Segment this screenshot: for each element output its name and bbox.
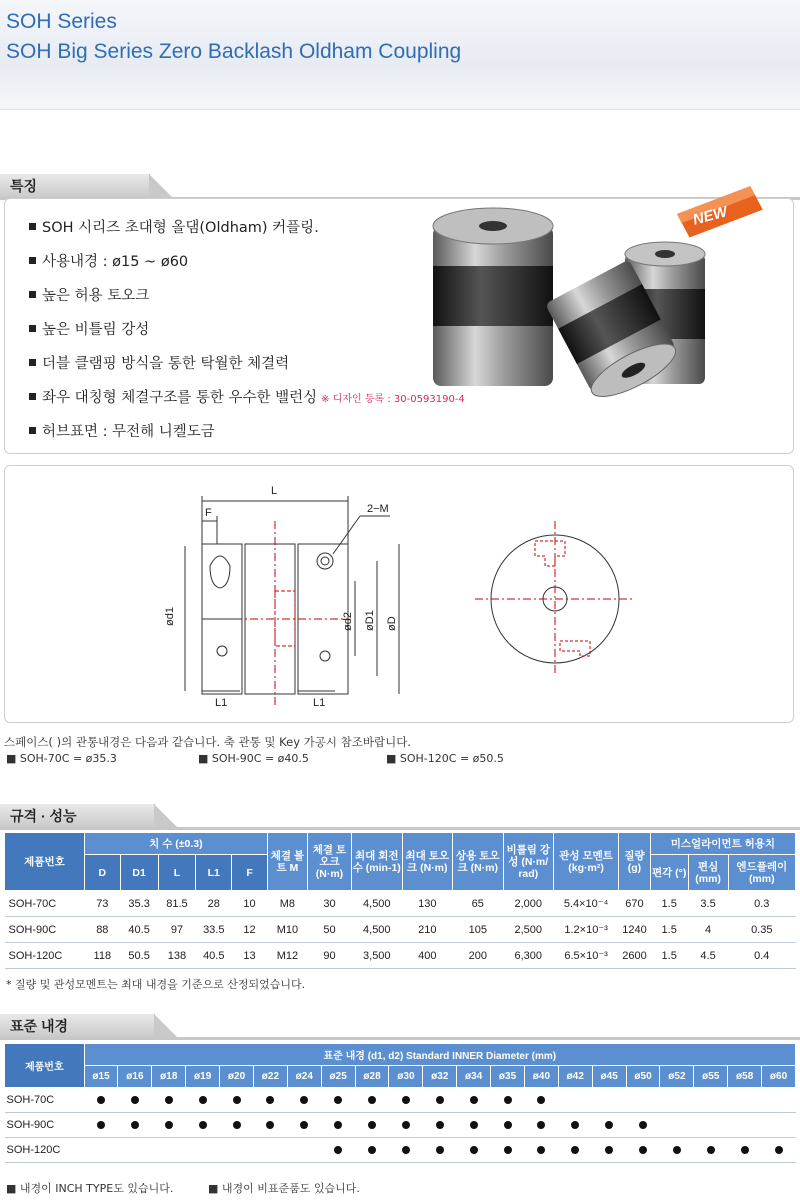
spec-cell: 1.5 [650, 917, 688, 943]
available-dot-icon [436, 1121, 444, 1129]
feature-item: 좌우 대칭형 체결구조를 통한 우수한 밸런싱 ※ 디자인 등록 : 30-0593190-4 [29, 387, 465, 421]
std-cell [355, 1088, 389, 1113]
bullet-icon [29, 359, 36, 366]
feature-item: 높은 허용 토오크 [29, 285, 465, 319]
spec-cell: 1240 [619, 917, 651, 943]
spec-cell: M12 [267, 943, 307, 969]
std-cell [355, 1138, 389, 1163]
std-cell [389, 1088, 423, 1113]
label-L1-left: L1 [215, 697, 228, 709]
col-mass: 질량 (g) [619, 833, 651, 891]
std-col-diameter: ø60 [762, 1066, 796, 1088]
std-cell [491, 1138, 525, 1163]
std-cell [220, 1138, 254, 1163]
series-title: SOH Series [6, 10, 117, 33]
col-F: F [232, 855, 268, 891]
spec-model-cell: SOH-90C [5, 917, 85, 943]
available-dot-icon [165, 1121, 173, 1129]
available-dot-icon [707, 1146, 715, 1154]
available-dot-icon [402, 1146, 410, 1154]
std-cell [321, 1113, 355, 1138]
spec-divider [0, 827, 800, 830]
col-L: L [158, 855, 196, 891]
available-dot-icon [537, 1121, 545, 1129]
label-2M: 2−M [367, 503, 389, 515]
standard-bore-tab: 표준 내경 [0, 1014, 155, 1038]
std-cell [694, 1113, 728, 1138]
spec-cell: 12 [232, 917, 268, 943]
std-cell [423, 1088, 457, 1113]
available-dot-icon [639, 1121, 647, 1129]
bullet-icon [29, 427, 36, 434]
label-L1-right: L1 [313, 697, 326, 709]
std-col-diameter: ø15 [84, 1066, 118, 1088]
std-cell [592, 1138, 626, 1163]
available-dot-icon [334, 1096, 342, 1104]
spec-cell: 138 [158, 943, 196, 969]
col-max-torque: 최대 토오크 (N·m) [402, 833, 452, 891]
col-dims: 치 수 (±0.3) [84, 833, 267, 855]
std-cell [253, 1138, 287, 1163]
std-cell [694, 1138, 728, 1163]
std-cell [118, 1088, 152, 1113]
available-dot-icon [97, 1096, 105, 1104]
col-model: 제품번호 [5, 833, 85, 891]
available-dot-icon [97, 1121, 105, 1129]
std-cell [558, 1088, 592, 1113]
available-dot-icon [504, 1146, 512, 1154]
std-cell [457, 1088, 491, 1113]
std-cell [660, 1138, 694, 1163]
available-dot-icon [300, 1121, 308, 1129]
available-dot-icon [470, 1096, 478, 1104]
spec-cell: 40.5 [196, 943, 232, 969]
available-dot-icon [402, 1121, 410, 1129]
std-cell [253, 1113, 287, 1138]
spec-cell: 1.5 [650, 891, 688, 917]
std-col-diameter: ø19 [186, 1066, 220, 1088]
std-cell [558, 1113, 592, 1138]
std-col-diameter: ø52 [660, 1066, 694, 1088]
std-col-diameter: ø16 [118, 1066, 152, 1088]
available-dot-icon [368, 1096, 376, 1104]
available-dot-icon [334, 1146, 342, 1154]
label-d1: ød1 [164, 607, 176, 626]
std-col-diameter: ø35 [491, 1066, 525, 1088]
spec-cell: 50 [307, 917, 351, 943]
available-dot-icon [165, 1096, 173, 1104]
spec-cell: 13 [232, 943, 268, 969]
spec-cell: 81.5 [158, 891, 196, 917]
spec-cell: 28 [196, 891, 232, 917]
std-cell [152, 1088, 186, 1113]
spec-cell: 0.35 [728, 917, 795, 943]
std-col-diameter: ø24 [287, 1066, 321, 1088]
std-cell [118, 1138, 152, 1163]
space-bore-90c: ■ SOH-90C = ø40.5 [198, 752, 309, 765]
spec-cell: 3,500 [352, 943, 402, 969]
available-dot-icon [368, 1146, 376, 1154]
spec-cell: 0.3 [728, 891, 795, 917]
std-cell [423, 1138, 457, 1163]
bullet-icon [29, 393, 36, 400]
space-bore-120c: ■ SOH-120C = ø50.5 [386, 752, 504, 765]
spec-cell: 400 [402, 943, 452, 969]
spec-cell: 33.5 [196, 917, 232, 943]
feature-item: 높은 비틀림 강성 [29, 319, 465, 353]
std-cell [762, 1088, 796, 1113]
std-cell [220, 1113, 254, 1138]
dimension-drawing-panel [4, 465, 794, 723]
std-cell [389, 1138, 423, 1163]
nonstandard-note: ■ 내경이 비표준품도 있습니다. [208, 1182, 360, 1195]
feature-item: 허브표면 : 무전해 니켈도금 [29, 421, 465, 455]
available-dot-icon [334, 1121, 342, 1129]
spec-cell: 2600 [619, 943, 651, 969]
std-cell [491, 1113, 525, 1138]
std-col-diameter: ø18 [152, 1066, 186, 1088]
std-col-diameter: ø40 [524, 1066, 558, 1088]
std-cell [186, 1113, 220, 1138]
std-cell [253, 1088, 287, 1113]
std-cell [84, 1113, 118, 1138]
available-dot-icon [266, 1096, 274, 1104]
std-cell [592, 1113, 626, 1138]
available-dot-icon [233, 1096, 241, 1104]
spec-cell: 30 [307, 891, 351, 917]
std-cell [694, 1088, 728, 1113]
available-dot-icon [470, 1121, 478, 1129]
bullet-icon [29, 291, 36, 298]
dimension-drawing [5, 466, 795, 724]
spec-cell: 105 [453, 917, 503, 943]
col-D: D [84, 855, 120, 891]
std-model-cell: SOH-70C [5, 1088, 85, 1113]
available-dot-icon [436, 1096, 444, 1104]
spec-cell: 6.5×10⁻³ [553, 943, 618, 969]
feature-list [29, 217, 465, 455]
available-dot-icon [673, 1146, 681, 1154]
feature-item: 더블 클램핑 방식을 통한 탁월한 체결력 [29, 353, 465, 387]
available-dot-icon [470, 1146, 478, 1154]
std-caption: 표준 내경 (d1, d2) Standard INNER Diameter (mm) [84, 1044, 795, 1066]
std-cell [762, 1113, 796, 1138]
std-col-diameter: ø42 [558, 1066, 592, 1088]
col-endplay: 엔드플레이 (mm) [728, 855, 795, 891]
std-col-diameter: ø34 [457, 1066, 491, 1088]
spec-model-cell: SOH-70C [5, 891, 85, 917]
std-cell [321, 1138, 355, 1163]
available-dot-icon [605, 1146, 613, 1154]
spec-cell: 4.5 [688, 943, 728, 969]
spec-cell: 0.4 [728, 943, 795, 969]
std-cell [389, 1113, 423, 1138]
std-cell [457, 1113, 491, 1138]
spec-footnote: * 질량 및 관성모멘트는 최대 내경을 기준으로 산정되었습니다. [6, 978, 306, 991]
available-dot-icon [537, 1096, 545, 1104]
spec-cell: 1.5 [650, 943, 688, 969]
large-coupling [433, 208, 553, 386]
available-dot-icon [199, 1096, 207, 1104]
std-cell [84, 1138, 118, 1163]
standard-divider [0, 1037, 800, 1040]
spec-cell: 4,500 [352, 917, 402, 943]
std-cell [626, 1113, 660, 1138]
std-col-model: 제품번호 [5, 1044, 85, 1088]
available-dot-icon [131, 1121, 139, 1129]
available-dot-icon [605, 1121, 613, 1129]
std-cell [524, 1088, 558, 1113]
std-cell [728, 1088, 762, 1113]
spec-cell: 130 [402, 891, 452, 917]
available-dot-icon [266, 1121, 274, 1129]
std-cell [152, 1113, 186, 1138]
std-cell [186, 1088, 220, 1113]
std-row [5, 1113, 796, 1138]
col-D1: D1 [120, 855, 158, 891]
std-cell [626, 1088, 660, 1113]
spec-cell: 118 [84, 943, 120, 969]
spec-cell: 670 [619, 891, 651, 917]
col-bolt: 체결 볼트 M [267, 833, 307, 891]
spec-row [5, 917, 796, 943]
page-title: SOH Big Series Zero Backlash Oldham Coupling [6, 40, 462, 63]
spec-row [5, 943, 796, 969]
std-col-diameter: ø50 [626, 1066, 660, 1088]
std-col-diameter: ø20 [220, 1066, 254, 1088]
col-misalign: 미스얼라이먼트 허용치 [650, 833, 795, 855]
spec-cell: 2,500 [503, 917, 553, 943]
std-cell [762, 1138, 796, 1163]
spec-cell: 6,300 [503, 943, 553, 969]
design-registration: ※ 디자인 등록 : 30-0593190-4 [321, 394, 465, 405]
std-cell [491, 1088, 525, 1113]
space-bore-70c: ■ SOH-70C = ø35.3 [6, 752, 117, 765]
available-dot-icon [639, 1146, 647, 1154]
bullet-icon [29, 257, 36, 264]
available-dot-icon [775, 1146, 783, 1154]
spec-tab: 규격 · 성능 [0, 804, 155, 828]
col-angular: 편각 (°) [650, 855, 688, 891]
std-col-diameter: ø30 [389, 1066, 423, 1088]
spec-cell: 40.5 [120, 917, 158, 943]
std-cell [524, 1113, 558, 1138]
label-d2: ød2 [342, 612, 354, 631]
std-cell [728, 1113, 762, 1138]
std-col-diameter: ø55 [694, 1066, 728, 1088]
std-cell [423, 1113, 457, 1138]
spec-cell: 10 [232, 891, 268, 917]
available-dot-icon [199, 1121, 207, 1129]
available-dot-icon [571, 1121, 579, 1129]
available-dot-icon [233, 1121, 241, 1129]
new-badge [675, 185, 765, 240]
std-model-cell: SOH-120C [5, 1138, 85, 1163]
std-col-diameter: ø58 [728, 1066, 762, 1088]
std-cell [220, 1088, 254, 1113]
std-cell [660, 1113, 694, 1138]
col-inertia: 관성 모멘트 (kg·m²) [553, 833, 618, 891]
space-bore-note: 스페이스( )의 관통내경은 다음과 같습니다. 축 관통 및 Key 가공시 참조바랍니다. [4, 735, 411, 749]
std-cell [186, 1138, 220, 1163]
available-dot-icon [537, 1146, 545, 1154]
std-cell [84, 1088, 118, 1113]
std-row [5, 1138, 796, 1163]
available-dot-icon [436, 1146, 444, 1154]
std-cell [287, 1138, 321, 1163]
std-col-diameter: ø25 [321, 1066, 355, 1088]
spec-cell: 88 [84, 917, 120, 943]
new-badge-text: NEW [691, 203, 730, 229]
std-cell [558, 1138, 592, 1163]
available-dot-icon [571, 1146, 579, 1154]
bullet-icon [29, 325, 36, 332]
std-model-cell: SOH-90C [5, 1113, 85, 1138]
col-rpm: 최대 회전수 (min-1) [352, 833, 402, 891]
available-dot-icon [504, 1096, 512, 1104]
col-rated-torque: 상용 토오크 (N·m) [453, 833, 503, 891]
std-col-diameter: ø45 [592, 1066, 626, 1088]
spec-cell: 4,500 [352, 891, 402, 917]
spec-cell: 73 [84, 891, 120, 917]
page-header [0, 0, 800, 110]
available-dot-icon [741, 1146, 749, 1154]
std-cell [118, 1113, 152, 1138]
feature-item: SOH 시리즈 초대형 올댐(Oldham) 커플링. [29, 217, 465, 251]
label-L: L [271, 485, 278, 497]
std-cell [728, 1138, 762, 1163]
available-dot-icon [402, 1096, 410, 1104]
spec-table [4, 832, 796, 969]
std-cell [287, 1113, 321, 1138]
std-cell [287, 1088, 321, 1113]
available-dot-icon [504, 1121, 512, 1129]
spec-row [5, 891, 796, 917]
std-col-diameter: ø22 [253, 1066, 287, 1088]
spec-cell: 97 [158, 917, 196, 943]
col-stiffness: 비틀림 강성 (N·m/ rad) [503, 833, 553, 891]
standard-bore-table [4, 1043, 796, 1163]
std-cell [152, 1138, 186, 1163]
spec-cell: 65 [453, 891, 503, 917]
std-cell [524, 1138, 558, 1163]
spec-cell: M10 [267, 917, 307, 943]
col-torque: 체결 토오크 (N·m) [307, 833, 351, 891]
spec-cell: 5.4×10⁻⁴ [553, 891, 618, 917]
col-L1: L1 [196, 855, 232, 891]
spec-cell: 2,000 [503, 891, 553, 917]
spec-cell: 50.5 [120, 943, 158, 969]
spec-cell: 200 [453, 943, 503, 969]
std-cell [321, 1088, 355, 1113]
spec-cell: 210 [402, 917, 452, 943]
spec-cell: 4 [688, 917, 728, 943]
std-cell [355, 1113, 389, 1138]
available-dot-icon [368, 1121, 376, 1129]
features-tab: 특징 [0, 174, 150, 198]
available-dot-icon [300, 1096, 308, 1104]
std-col-diameter: ø28 [355, 1066, 389, 1088]
spec-cell: M8 [267, 891, 307, 917]
std-cell [592, 1088, 626, 1113]
bullet-icon [29, 223, 36, 230]
feature-item: 사용내경 : ø15 ~ ø60 [29, 251, 465, 285]
label-D: øD [386, 616, 398, 631]
label-F: F [205, 507, 212, 519]
spec-cell: 1.2×10⁻³ [553, 917, 618, 943]
spec-cell: 35.3 [120, 891, 158, 917]
spec-cell: 90 [307, 943, 351, 969]
spec-cell: 3.5 [688, 891, 728, 917]
col-parallel: 편심 (mm) [688, 855, 728, 891]
std-row [5, 1088, 796, 1113]
features-panel [4, 198, 794, 454]
std-cell [660, 1088, 694, 1113]
std-cell [626, 1138, 660, 1163]
available-dot-icon [131, 1096, 139, 1104]
inch-type-note: ■ 내경이 INCH TYPE도 있습니다. [6, 1182, 174, 1195]
label-D1: øD1 [364, 610, 376, 631]
std-col-diameter: ø32 [423, 1066, 457, 1088]
spec-model-cell: SOH-120C [5, 943, 85, 969]
coupling-product-image [415, 184, 790, 452]
std-cell [457, 1138, 491, 1163]
